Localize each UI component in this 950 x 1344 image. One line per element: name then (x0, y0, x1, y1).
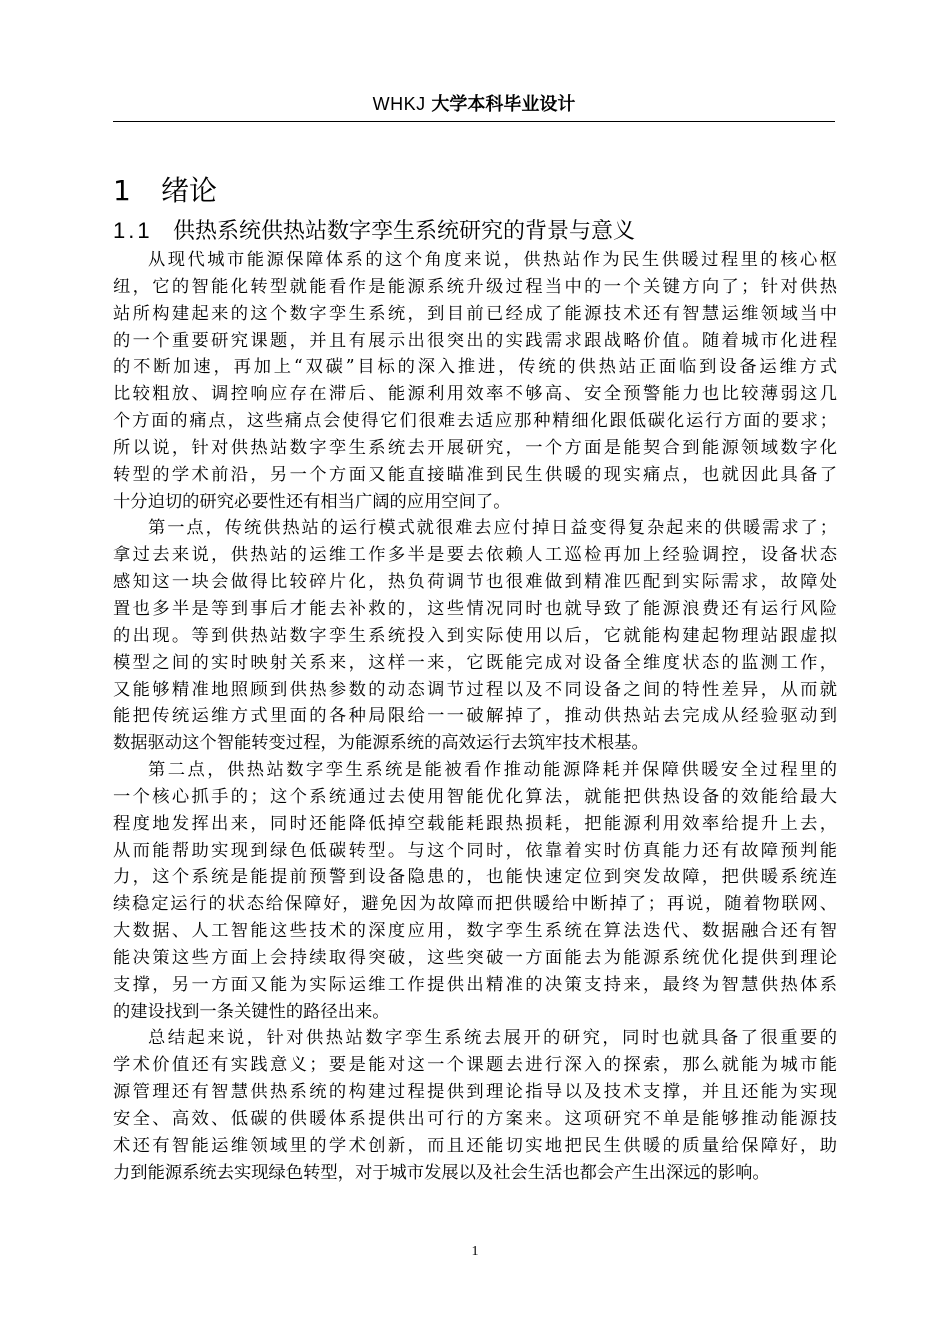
paragraph-line: 术还有智能运维领域里的学术创新，而且还能切实地把民生供暖的质量给保障好，助 (113, 1135, 837, 1156)
paragraph-line: 从现代城市能源保障体系的这个角度来说，供热站作为民生供暖过程里的核心枢 (148, 250, 837, 270)
paragraph-line: 力，这个系统是能提前预警到设备隐患的，也能快速定位到突发故障，把供暖系统连 (113, 867, 837, 888)
paragraph-line: 大数据、人工智能这些技术的深度应用，数字孪生系统在算法迭代、数据融合还有智 (113, 921, 837, 942)
paragraph-line: 比较粗放、调控响应存在滞后、能源利用效率不够高、安全预警能力也比较薄弱这几 (113, 384, 837, 405)
section-number: 1.1 (113, 218, 153, 243)
paragraph (113, 757, 837, 1025)
paragraph-line: 转型的学术前沿，另一个方面又能直接瞄准到民生供暖的现实痛点，也就因此具备了 (113, 464, 837, 485)
chapter-heading (113, 171, 217, 211)
paragraph-line: 模型之间的实时映射关系来，这样一来，它既能完成对设备全维度状态的监测工作， (113, 652, 837, 673)
paragraph (113, 1025, 837, 1186)
paragraph-line: 十分迫切的研究必要性还有相当广阔的应用空间了。 (113, 491, 511, 512)
paragraph-line: 能把传统运维方式里面的各种局限给一一破解掉了，推动供热站去完成从经验驱动到 (113, 706, 837, 727)
chapter-title: 绪论 (161, 174, 218, 207)
paragraph-line: 第二点，供热站数字孪生系统是能被看作推动能源降耗并保障供暖安全过程里的 (148, 760, 837, 781)
paragraph-line: 程度地发挥出来，同时还能降低掉空载能耗跟热损耗，把能源利用效率给提升上去， (113, 813, 837, 834)
paragraph-line: 安全、高效、低碳的供暖体系提供出可行的方案来。这项研究不单是能够推动能源技 (113, 1109, 837, 1129)
paragraph-line: 又能够精准地照顾到供热参数的动态调节过程以及不同设备之间的特性差异，从而就 (113, 679, 837, 700)
page-number: 1 (471, 1244, 479, 1259)
paragraph-line: 的建设找到一条关键性的路径出来。 (113, 1001, 390, 1022)
paragraph-line: 从而能帮助实现到绿色低碳转型。与这个同时，依靠着实时仿真能力还有故障预判能 (113, 840, 837, 861)
paragraph-line: 支撑，另一方面又能为实际运维工作提供出精准的决策支持来，最终为智慧供热体系 (113, 974, 837, 995)
paragraph-line: 力到能源系统去实现绿色转型，对于城市发展以及社会生活也都会产生出深远的影响。 (113, 1162, 770, 1183)
section-heading (113, 213, 635, 250)
paragraph-line: 的出现。等到供热站数字孪生系统投入到实际使用以后，它就能构建起物理站跟虚拟 (113, 625, 837, 646)
running-header (113, 91, 835, 118)
paragraph-line: 总结起来说，针对供热站数字孪生系统去展开的研究，同时也就具备了很重要的 (148, 1028, 837, 1049)
paragraph-line: 所以说，针对供热站数字孪生系统去开展研究，一个方面是能契合到能源领域数字化 (113, 437, 837, 458)
paragraph-line: 的一个重要研究课题，并且有展示出很突出的实践需求跟战略价值。随着城市化进程 (113, 330, 837, 351)
paragraph-line: 一个核心抓手的；这个系统通过去使用智能优化算法，就能把供热设备的效能给最大 (113, 786, 837, 807)
paragraph-line: 感知这一块会做得比较碎片化，热负荷调节也很难做到精准匹配到实际需求，故障处 (113, 572, 837, 593)
header-rule (113, 121, 835, 122)
paragraph-line: 数据驱动这个智能转变过程，为能源系统的高效运行去筑牢技术根基。 (113, 733, 649, 754)
paragraph-line: 能决策这些方面上会持续取得突破，这些突破一方面能去为能源系统优化提供到理论 (113, 947, 837, 968)
paragraph-line: 站所构建起来的这个数字孪生系统，到目前已经成了能源技术还有智慧运维领域当中 (113, 303, 837, 324)
paragraph-line: 的不断加速，再加上“双碳”目标的深入推进，传统的供热站正面临到设备运维方式 (113, 357, 837, 378)
paragraph-line: 学术价值还有实践意义；要是能对这一个课题去进行深入的探索，那么就能为城市能 (113, 1055, 837, 1076)
chapter-number: 1 (113, 174, 131, 207)
paragraph-line: 置也多半是等到事后才能去补救的，这些情况同时也就导致了能源浪费还有运行风险 (113, 598, 837, 619)
paragraph-line: 源管理还有智慧供热系统的构建过程提供到理论指导以及技术支撑，并且还能为实现 (113, 1082, 837, 1103)
header-title: 大学本科毕业设计 (431, 94, 576, 115)
paragraph (113, 247, 837, 515)
paragraph-line: 第一点，传统供热站的运行模式就很难去应付掉日益变得复杂起来的供暖需求了； (148, 518, 837, 539)
paragraph-line: 拿过去来说，供热站的运维工作多半是要去依赖人工巡检再加上经验调控，设备状态 (113, 545, 837, 566)
paragraph-line: 纽，它的智能化转型就能看作是能源系统升级过程当中的一个关键方向了；针对供热 (113, 276, 837, 297)
header-school-code: WHKJ (372, 94, 426, 114)
paragraph-line: 个方面的痛点，这些痛点会使得它们很难去适应那种精细化跟低碳化运行方面的要求； (113, 411, 837, 432)
section-title: 供热系统供热站数字孪生系统研究的背景与意义 (173, 219, 636, 244)
paragraph (113, 515, 837, 757)
body-text (113, 247, 837, 1187)
paragraph-line: 续稳定运行的状态给保障好，避免因为故障而把供暖给中断掉了；再说，随着物联网、 (113, 894, 837, 915)
